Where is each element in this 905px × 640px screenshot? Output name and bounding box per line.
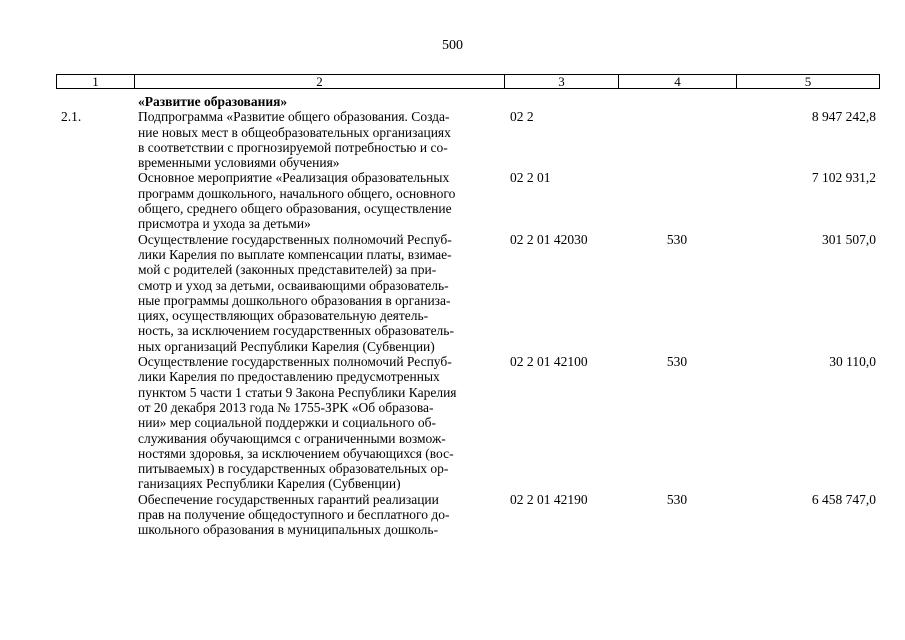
table-row xyxy=(56,354,880,492)
table-header xyxy=(56,74,880,89)
column-header-1: 1 xyxy=(57,75,135,88)
section-heading-row xyxy=(56,94,880,109)
table-row xyxy=(56,170,880,231)
row-description: Обеспечение государственных гарантий реализации прав на получение общедоступного и бесплатного до- школьного образования в муниципальных дошколь- xyxy=(138,491,450,538)
row-number xyxy=(56,492,134,538)
row-number xyxy=(56,232,134,354)
column-header-2: 2 xyxy=(135,75,505,88)
row-code: 02 2 01 xyxy=(510,170,551,186)
row-amount: 7 102 931,2 xyxy=(811,170,876,186)
row-type xyxy=(618,170,736,231)
row-code: 02 2 01 42100 xyxy=(510,354,588,370)
row-type: 530 xyxy=(666,354,688,370)
row-description: Осуществление государственных полномочий Респуб- лики Карелия по предоставлению предусмотренных пунктом 5 части 1 статьи 9 Закона Республики Карелия от 20 декабря 2013 года № 1755-ЗРК «Об образова- нии» мер социальной поддержки и социального об- служивания обучающимся с ограниченными возмож- ностями здоровья, за исключением обучающихся (вос- питываемых) в государственных образовательных ор- ганизациях Республики Карелия (Субвенции) xyxy=(138,354,457,492)
row-description: Осуществление государственных полномочий Респуб- лики Карелия по выплате компенсации платы, взимае- мой с родителей (законных представителей) за при- смотр и уход за детьми, осваивающими образователь- ные программы дошкольного образования в организа- циях, осуществляющих образовательную деятель- ность, за исключением государственных образователь- ных организаций Республики Карелия (Субвенции) xyxy=(138,231,454,354)
row-description: Подпрограмма «Развитие общего образования. Созда- ние новых мест в общеобразовательных организациях в соответствии с прогнозируемой потребностью и со- временными условиями обучения» xyxy=(138,109,451,171)
row-amount: 30 110,0 xyxy=(829,354,876,370)
row-description: Основное мероприятие «Реализация образовательных программ дошкольного, начального общего, основного общего, среднего общего образования, осуществление присмотра и ухода за детьми» xyxy=(138,170,456,232)
row-amount: 6 458 747,0 xyxy=(811,491,876,507)
column-header-4: 4 xyxy=(619,75,737,88)
row-code: 02 2 01 42190 xyxy=(510,491,588,507)
row-number: 2.1. xyxy=(61,109,82,125)
row-code: 02 2 01 42030 xyxy=(510,231,588,247)
row-number xyxy=(56,354,134,492)
row-code: 02 2 xyxy=(510,109,534,125)
row-type xyxy=(618,109,736,170)
table-row xyxy=(56,232,880,354)
column-header-5: 5 xyxy=(804,74,812,89)
row-type: 530 xyxy=(666,491,688,507)
page-number: 500 xyxy=(442,38,463,53)
row-type: 530 xyxy=(666,231,688,247)
column-header-3: 3 xyxy=(505,75,619,88)
row-amount: 8 947 242,8 xyxy=(811,109,876,125)
row-number xyxy=(56,170,134,231)
section-heading: «Развитие образования» xyxy=(138,94,288,109)
table-body xyxy=(56,94,880,538)
table-row xyxy=(56,492,880,538)
row-amount: 301 507,0 xyxy=(822,231,876,247)
table-row xyxy=(56,109,880,170)
